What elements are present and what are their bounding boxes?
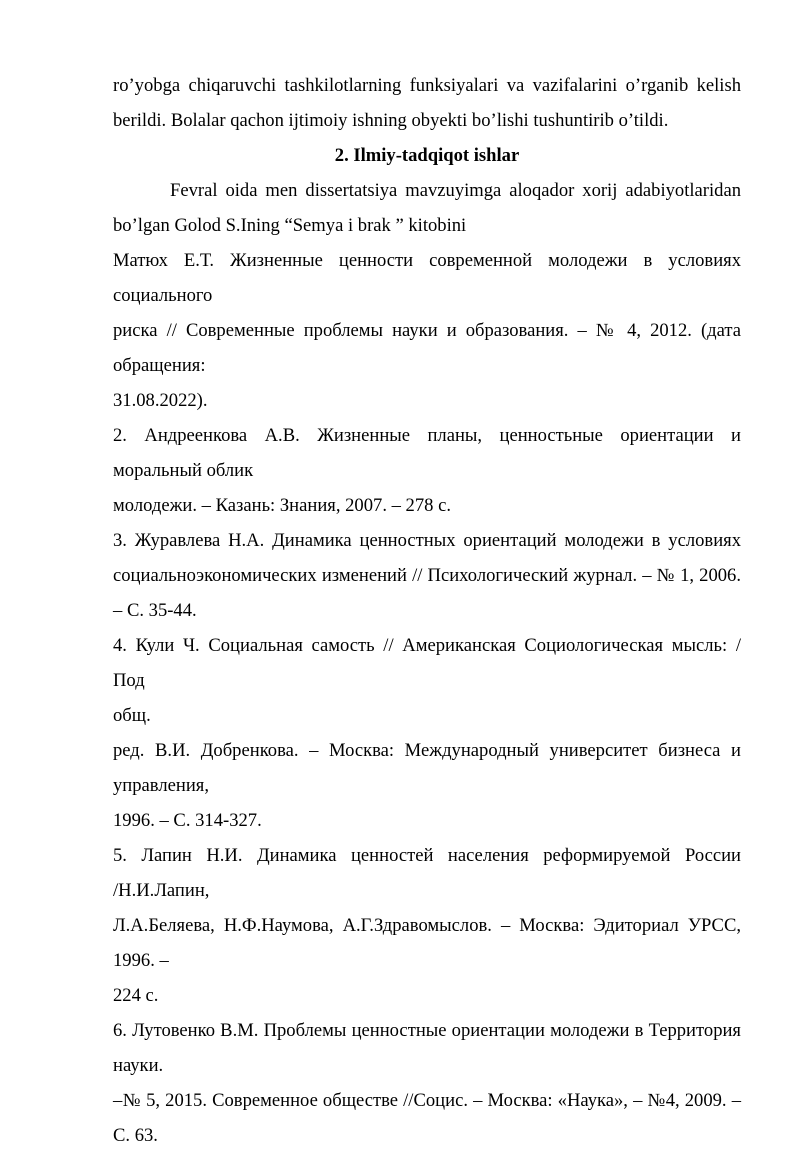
reference-line: 1996. – С. 314-327. xyxy=(113,810,262,831)
reference-line: /Н.И.Лапин, xyxy=(113,880,210,901)
intro-line: berildi. Bolalar qachon ijtimoiy ishning obyekti bo’lishi tushuntirib o’tildi. xyxy=(113,110,669,131)
reference-line: социального xyxy=(113,285,213,306)
reference-line: 4. Кули Ч. Социальная самость // Американская Социологическая мысль: / Под xyxy=(113,635,741,691)
reference-line: 6. Лутовенко В.М. Проблемы ценностные ориентации молодежи в Территория xyxy=(113,1020,741,1041)
reference-line: общ. xyxy=(113,705,151,726)
intro-line: ro’yobga chiqaruvchi tashkilotlarning funksiyalari va vazifalarini o’rganib kelish xyxy=(113,75,741,96)
reference-line: 3. Журавлева Н.А. Динамика ценностных ориентаций молодежи в условиях xyxy=(113,530,741,551)
reference-line: – С. 35-44. xyxy=(113,600,197,621)
section-heading: 2. Ilmiy-tadqiqot ishlar xyxy=(334,145,520,166)
reference-line: моральный облик xyxy=(113,460,254,481)
page-content xyxy=(113,68,741,1153)
reference-line: 2. Андреенкова А.В. Жизненные планы, ценностьные ориентации и xyxy=(113,425,741,446)
body-line: Fevral oida men dissertatsiya mavzuyimga aloqador xorij adabiyotlaridan xyxy=(170,180,741,201)
reference-line: Л.А.Беляева, Н.Ф.Наумова, А.Г.Здравомыслов. – Москва: Эдиториал УРСС, xyxy=(113,915,741,936)
reference-line: ред. В.И. Добренкова. – Москва: Международный университет бизнеса и xyxy=(113,740,741,761)
reference-line: социальноэкономических изменений // Психологический журнал. – № 1, 2006. xyxy=(113,565,741,586)
reference-line: С. 63. xyxy=(113,1125,158,1146)
body-line: bo’lgan Golod S.Ining “Semya i brak ” kitobini xyxy=(113,215,467,236)
reference-line: риска // Современные проблемы науки и образования. – № 4, 2012. (дата xyxy=(113,320,741,341)
reference-line: молодежи. – Казань: Знания, 2007. – 278 с. xyxy=(113,495,452,516)
reference-line: 1996. – xyxy=(113,950,169,971)
reference-line: Матюх Е.Т. Жизненные ценности современной молодежи в условиях xyxy=(113,250,741,271)
reference-line: управления, xyxy=(113,775,209,796)
reference-line: 224 с. xyxy=(113,985,159,1006)
reference-line: 5. Лапин Н.И. Динамика ценностей населения реформируемой России xyxy=(113,845,741,866)
reference-line: 31.08.2022). xyxy=(113,390,208,411)
reference-line: –№ 5, 2015. Современное обществе //Социс. – Москва: «Наука», – №4, 2009. – xyxy=(113,1090,741,1111)
reference-line: науки. xyxy=(113,1055,164,1076)
reference-line: обращения: xyxy=(113,355,206,376)
